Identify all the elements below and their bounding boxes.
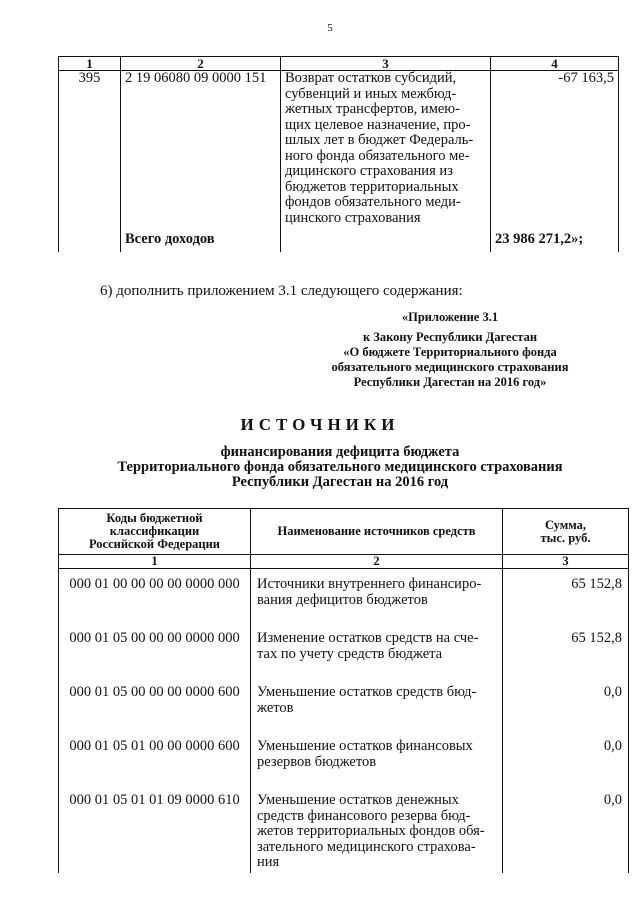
total-label: Всего доходов [121,226,281,252]
text-line: резервов бюджетов [257,753,377,770]
source-amount: 0,0 [503,731,629,785]
source-code: 000 01 00 00 00 00 0000 000 [59,569,251,624]
subheading-line: Республики Дагестан на 2016 год [231,474,449,490]
subheading-line: финансирования дефицита бюджета [220,444,460,460]
header-line: тыс. руб. [540,530,591,545]
header-line: классификации [109,524,200,538]
col-header-1: 1 [59,57,121,71]
revenue-table [58,56,619,252]
table-row [59,623,629,677]
source-name [251,785,503,873]
revenue-name [281,71,491,227]
source-amount: 0,0 [503,785,629,873]
text-line: Уменьшение остатков средств бюд- [257,684,477,700]
text-line: средств финансового резерва бюд- [257,807,471,824]
header-line: Коды бюджетной [106,511,203,525]
table-row [59,785,629,873]
source-name [251,731,503,785]
appendix-block [300,310,600,390]
appendix-line: Республики Дагестан на 2016 год» [353,375,547,389]
col-number-2: 2 [251,555,503,569]
appendix-line: обязательного медицинского страхования [331,360,569,374]
row-number: 395 [59,71,121,227]
text-line: жетов территориальных фондов обя- [257,823,485,839]
col-number-1: 1 [59,555,251,569]
table-row [59,677,629,731]
total-row [59,226,619,252]
text-line: бюджетов территориальных [285,178,459,195]
source-amount: 65 152,8 [503,623,629,677]
col-header-2: 2 [121,57,281,71]
total-amount: 23 986 271,2»; [491,226,619,252]
text-line: субвенций и иных межбюд- [285,85,457,102]
budget-code: 2 19 06080 09 0000 151 [121,71,281,227]
page-number: 5 [327,22,333,34]
sources-table-header [59,509,629,555]
revenue-table-header [59,57,619,71]
appendix-title: «Приложение 3.1 [401,310,499,324]
header-sum [503,509,629,555]
source-name [251,677,503,731]
source-amount: 0,0 [503,677,629,731]
text-line: Уменьшение остатков денежных [257,792,459,808]
col-number-3: 3 [503,555,629,569]
text-line: жетных трансфертов, имею- [285,101,460,117]
header-line: Российской Федерации [88,537,221,551]
source-name [251,569,503,624]
text-line: Уменьшение остатков финансовых [257,738,473,754]
text-line: зательного медицинского страхова- [257,838,476,855]
subheading-line: Территориального фонда обязательного медицинского страхования [117,459,563,475]
text-line: цинского страхования [285,209,421,226]
appendix-line: «О бюджете Территориального фонда [343,345,557,359]
text-line: Возврат остатков субсидий, [285,70,457,86]
appendix-line: к Закону Республики Дагестан [362,330,538,344]
table-row [59,71,619,227]
text-line: ного фонда обязательного ме- [285,147,470,164]
source-code: 000 01 05 01 01 09 0000 610 [59,785,251,873]
header-codes [59,509,251,555]
source-code: 000 01 05 00 00 00 0000 000 [59,623,251,677]
text-line: щих целевое назначение, про- [285,116,471,133]
text-line: жетов [257,699,294,716]
text-line: фондов обязательного меди- [285,194,461,210]
source-name [251,623,503,677]
header-line: Сумма, [544,517,587,532]
source-code: 000 01 05 00 00 00 0000 600 [59,677,251,731]
amount: -67 163,5 [491,71,619,227]
table-row [59,731,629,785]
section-heading: ИСТОЧНИКИ [240,415,400,434]
col-header-3: 3 [281,57,491,71]
sources-table [58,508,629,873]
text-line: дицинского страхования из [285,163,453,179]
text-line: тах по учету средств бюджета [257,645,443,662]
col-header-4: 4 [491,57,619,71]
section-subheading [60,445,620,490]
text-line: Источники внутреннего финансиро- [257,576,482,592]
paragraph-text: 6) дополнить приложением 3.1 следующего содержания: [100,283,463,299]
text-line: шлых лет в бюджет Федераль- [285,132,474,148]
column-numbers [59,555,629,569]
table-row [59,569,629,624]
header-name: Наименование источников средств [251,509,503,555]
source-amount: 65 152,8 [503,569,629,624]
text-line: вания дефицитов бюджетов [257,591,428,608]
source-code: 000 01 05 01 00 00 0000 600 [59,731,251,785]
text-line: Изменение остатков средств на сче- [257,630,479,646]
text-line: ния [257,854,280,870]
